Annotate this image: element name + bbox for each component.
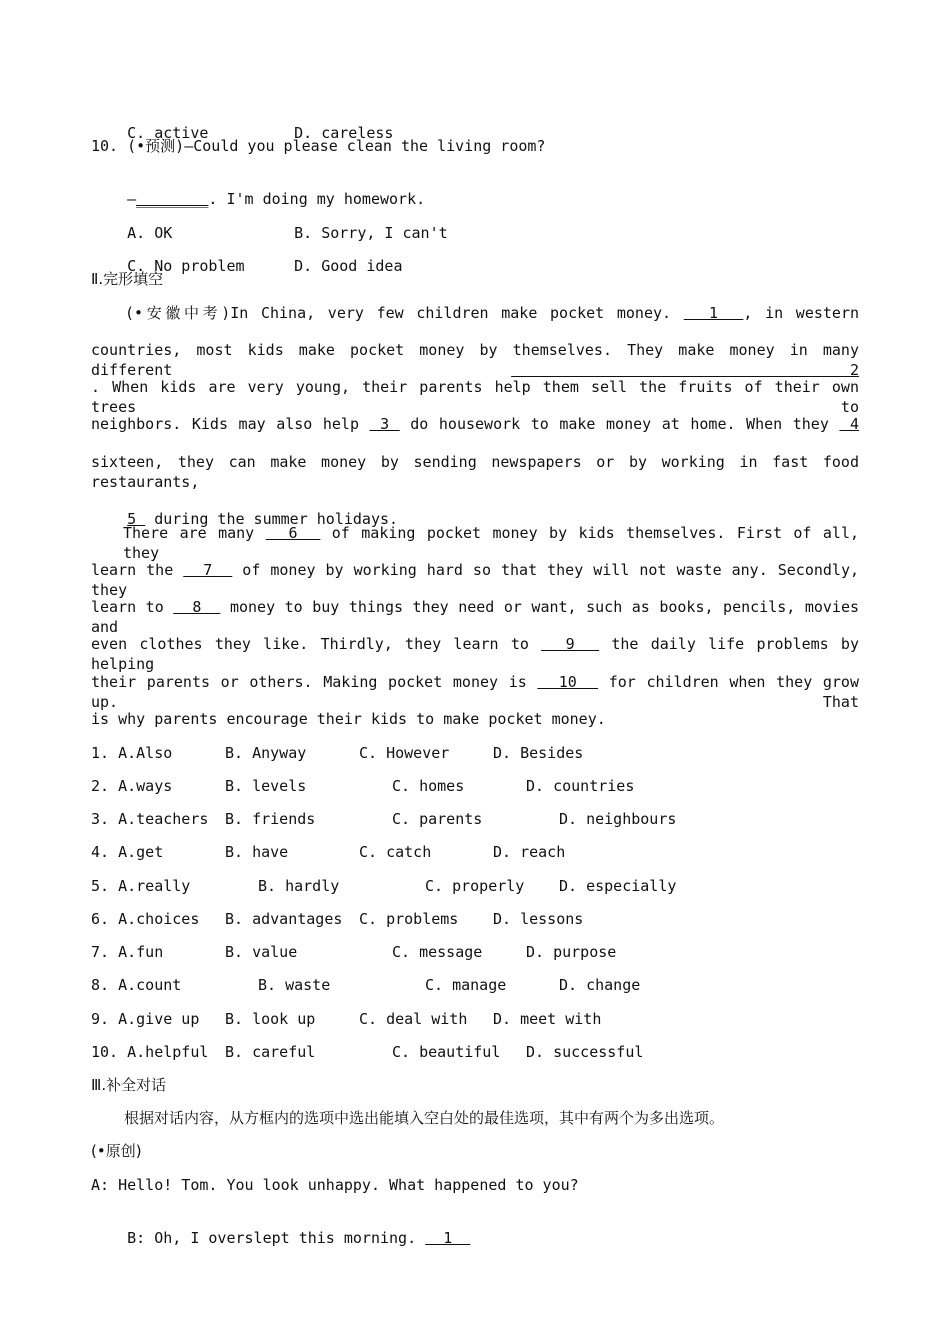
option-d: D. countries <box>526 777 635 795</box>
passage-text: for children when they grow up. That <box>91 673 859 711</box>
q10-option-a: A. OK <box>127 224 173 242</box>
option-c: C. properly <box>425 877 525 895</box>
option-c: C. manage <box>425 976 507 994</box>
cloze-options-row-2 <box>91 776 634 796</box>
option-c: C. parents <box>392 810 483 828</box>
passage-text: There are many <box>123 524 266 542</box>
passage-text: even clothes they like. Thirdly, they learn to <box>91 635 542 653</box>
option-a: 10. A.helpful <box>91 1043 209 1061</box>
option-d: D. purpose <box>526 943 617 961</box>
cloze-blank-8: 8 <box>173 598 221 616</box>
cloze-options-row-4 <box>91 842 565 862</box>
section2-heading: Ⅱ.完形填空 <box>91 270 164 288</box>
option-c: C. message <box>392 943 483 961</box>
q10-option-b: B. Sorry, I can't <box>294 224 448 242</box>
q10-option-d: D. Good idea <box>294 257 403 275</box>
option-a: 4. A.get <box>91 843 164 861</box>
cloze-blank-9: 9 <box>541 635 600 653</box>
passage-text: neighbors. Kids may also help <box>91 415 370 433</box>
option-d: D. change <box>559 976 641 994</box>
passage-p2-line-4 <box>91 634 859 673</box>
option-b: B. have <box>225 843 289 861</box>
option-a: 9. A.give up <box>91 1010 200 1028</box>
cloze-blank-6: 6 <box>265 524 321 542</box>
option-a: 8. A.count <box>91 976 182 994</box>
passage-text: learn to <box>91 598 174 616</box>
passage-text: their parents or others. Making pocket money is <box>91 673 538 691</box>
passage-text: (•安徽中考)In China, very few children make pocket money. <box>125 304 684 322</box>
option-d: D. lessons <box>493 910 584 928</box>
dialogue-text: B: Oh, I overslept this morning. <box>127 1229 426 1247</box>
option-c: C. homes <box>392 777 465 795</box>
q10-stem: 10. (•预测)—Could you please clean the living room? <box>91 137 546 155</box>
dialogue-line-a1: A: Hello! Tom. You look unhappy. What happened to you? <box>91 1176 579 1194</box>
q10-reply <box>91 169 426 208</box>
passage-text: during the summer holidays. <box>145 510 399 528</box>
q10-options-row-2 <box>91 236 403 275</box>
cloze-options-row-5 <box>91 876 676 896</box>
option-c: C. deal with <box>359 1010 468 1028</box>
passage-p1-line-3: . When kids are very young, their parents help them sell the fruits of their own trees to <box>91 378 859 416</box>
cloze-blank-3: 3 <box>369 415 400 433</box>
passage-text: of making pocket money by kids themselves. First of all, they <box>123 524 860 562</box>
q10-reply-rest: . I'm doing my homework. <box>208 190 426 208</box>
option-a: 2. A.ways <box>91 777 173 795</box>
cloze-blank-1: 1 <box>683 304 744 322</box>
option-d: D. successful <box>526 1043 644 1061</box>
passage-p1-line-5: sixteen, they can make money by sending newspapers or by working in fast food restaurants, <box>91 453 859 491</box>
q10-reply-blank: ________ <box>136 190 209 208</box>
passage-text: of money by working hard so that they will not waste any. Secondly, they <box>91 561 860 599</box>
section3-source: (•原创) <box>91 1142 142 1160</box>
option-b: B. waste <box>258 976 331 994</box>
passage-p1-line-4 <box>91 414 859 434</box>
option-c: C. catch <box>359 843 432 861</box>
dialogue-line-b1 <box>91 1208 471 1247</box>
option-b: B. look up <box>225 1010 316 1028</box>
option-b: B. Anyway <box>225 744 307 762</box>
passage-text: the daily life problems by helping <box>91 635 859 673</box>
passage-p2-line-1 <box>123 523 860 562</box>
q9-options-row <box>91 103 394 142</box>
option-b: B. careful <box>225 1043 316 1061</box>
option-b: B. hardly <box>258 877 340 895</box>
option-a: 7. A.fun <box>91 943 164 961</box>
passage-text: money to buy things they need or want, such as books, pencils, movies and <box>91 598 860 636</box>
cloze-blank-7: 7 <box>183 561 233 579</box>
option-d: D. meet with <box>493 1010 602 1028</box>
passage-p2-line-2 <box>91 560 860 599</box>
passage-p1-line-1 <box>125 303 859 323</box>
q10-option-c: C. No problem <box>127 257 245 275</box>
cloze-options-row-8 <box>91 975 640 995</box>
q9-option-d: D. careless <box>294 124 394 142</box>
option-a: 6. A.choices <box>91 910 200 928</box>
option-b: B. advantages <box>225 910 343 928</box>
cloze-options-row-6 <box>91 909 583 929</box>
q9-option-c: C. active <box>127 124 209 142</box>
passage-text: do housework to make money at home. When they <box>399 415 840 433</box>
option-a: 5. A.really <box>91 877 191 895</box>
cloze-options-row-10 <box>91 1042 643 1062</box>
option-a: 3. A.teachers <box>91 810 209 828</box>
option-c: C. beautiful <box>392 1043 501 1061</box>
option-d: D. reach <box>493 843 566 861</box>
passage-p1-line-6 <box>91 489 399 528</box>
cloze-options-row-9 <box>91 1009 601 1029</box>
cloze-blank-5: 5 <box>127 510 146 528</box>
option-b: B. levels <box>225 777 307 795</box>
cloze-blank-10: 10 <box>537 673 599 691</box>
passage-p2-line-5 <box>91 672 859 711</box>
option-d: D. especially <box>559 877 677 895</box>
option-c: C. problems <box>359 910 459 928</box>
passage-text: countries, most kids make pocket money by themselves. They make money in many different <box>91 341 859 379</box>
passage-text: learn the <box>91 561 184 579</box>
option-c: C. However <box>359 744 450 762</box>
option-d: D. neighbours <box>559 810 677 828</box>
section3-heading: Ⅲ.补全对话 <box>91 1076 167 1094</box>
dialogue-blank-1: 1 <box>425 1229 471 1247</box>
cloze-options-row-1 <box>91 743 583 763</box>
q10-reply-prefix: — <box>127 190 137 208</box>
cloze-options-row-3 <box>91 809 676 829</box>
cloze-blank-4: 4 <box>839 415 860 433</box>
passage-p2-line-3 <box>91 597 860 636</box>
option-d: D. Besides <box>493 744 584 762</box>
cloze-options-row-7 <box>91 942 616 962</box>
passage-text: , in western <box>743 304 859 322</box>
section3-instruction: 根据对话内容，从方框内的选项中选出能填入空白处的最佳选项，其中有两个为多出选项。 <box>124 1109 725 1127</box>
option-a: 1. A.Also <box>91 744 173 762</box>
q10-options-row-1 <box>91 203 448 242</box>
cloze-blank-2: 2 <box>511 361 859 379</box>
option-b: B. friends <box>225 810 316 828</box>
passage-p1-line-2 <box>91 340 859 379</box>
passage-p2-line-6: is why parents encourage their kids to make pocket money. <box>91 710 606 728</box>
option-b: B. value <box>225 943 298 961</box>
